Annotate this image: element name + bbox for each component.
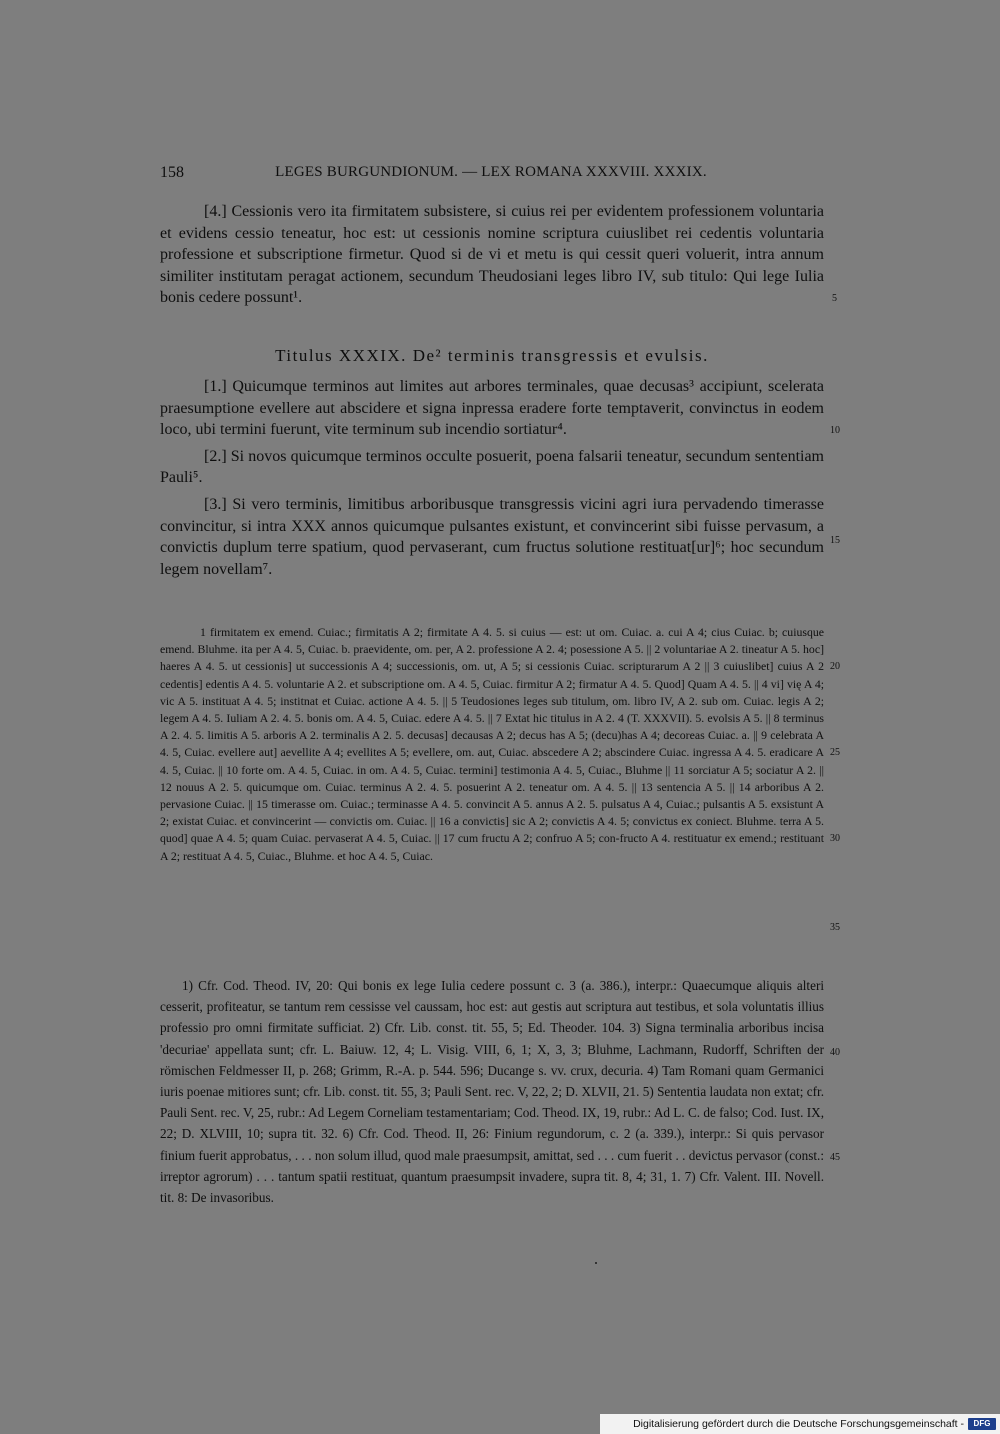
line-number: 5 (832, 293, 837, 304)
line-number: 30 (830, 833, 840, 844)
line-number: 25 (830, 747, 840, 758)
line-number: 10 (830, 425, 840, 436)
dfg-logo-icon: DFG (968, 1418, 996, 1430)
paragraph-2: [2.] Si novos quicumque terminos occulte posuerit, poena falsarii teneatur, secundum sententiam Pauli⁵. (160, 447, 824, 487)
apparatus-text: 1 firmitatem ex emend. Cuiac.; firmitatis A 2; firmitate A 4. 5. si cuius — est: ut om. Cuiac. a. cui A 4; cius Cuiac. b; cuiusque emend. Bluhme. ita per A 4. 5, Cuiac. b. praevidente, om. per, A 2. professione A 2. 4; posessione A 5. || 2 voluntariae A 2. tineatur A 5. hoc] haeres A 4. 5. ut cessionis] ut successionis A 4; successionis, om. ut, A 5; si cessionis Cuiac. scripturarum A 2 || 3 cuiuslibet] cuius A 2 cedentis] edentis A 4. 5. voluntarie A 2. et subscriptione om. A 4. 5, Cuiac. firmitur A 2; firmatur A 4. 5. Quod] Quam A 4. 5. || 4 vi] vię A 4; vic A 5. instituat A 4. 5; institnat et Cuiac. actione A 4. 5. || 5 Teudosiones leges sub titulum, om. libro IV, A 2. sub om. Cuiac. legis A 2; legem A 4. 5. Iuliam A 2. 4. 5. bonis om. A 4. 5, Cuiac. edere A 4. 5. || 7 Extat hic titulus in A 2. 4 (T. XXXVII). 5. evolsis A 5. || 8 terminus A 2. 4. 5. limitis A 5. arboris A 2. terminalis A 2. 5. decusas] decausas A 2; decus has A 5; (decu)has A 4; decoreas Cuiac. a. || 9 celebrata A 4. 5, Cuiac. evellere aut] aevellite A 4; evellites A 5; evellere, om. aut, Cuiac. abscedere A 2; abscindere Cuiac. ingressa A 4. 5. eradicare A 4. 5, Cuiac. || 10 forte om. A 4. 5, Cuiac. in om. A 4. 5, Cuiac. termini] testimonia A 4. 5, Cuiac., Bluhme || 11 sorciatur A 5; sociatur A 2. || 12 nouus A 2. 5. quicumque om. Cuiac. terminus A 2. 4. 5. posuerint A 2. teneatur om. A 4. 5. || 13 sentencia A 5. || 14 arboribus A 2. pervasione Cuiac. || 15 timerasse om. Cuiac.; terminasse A 4. 5. convincit A 5. annus A 2. 5. pulsatus A 4, Cuiac.; pulsantis A 5. exsistunt A 2; existat Cuiac. et convincerint — convictis om. Cuiac. || 16 a convictis] sic A 2; convictis A 4. 5; convictus ex coniect. Bluhme. terra A 5. quod] quae A 4. 5; quam Cuiac. pervaserat A 4. 5, Cuiac. || 17 cum fructu A 2; confruo A 5; con-fructo A 4. restituatur ex emend.; restituant A 2; restituat A 4. 5, Cuiac., Bluhme. et hoc A 4. 5, Cuiac. (160, 625, 824, 863)
titulus-heading (160, 346, 824, 366)
footer-credit: Digitalisierung gefördert durch die Deutsche Forschungsgemeinschaft - (633, 1418, 964, 1430)
page-number: 158 (160, 164, 184, 181)
titulus-body (160, 376, 824, 585)
digitization-footer (600, 1414, 1000, 1434)
section-4-block (160, 201, 824, 314)
line-number: 20 (830, 661, 840, 672)
titulus-subject: De² terminis transgressis et evulsis. (412, 346, 709, 365)
line-number: 45 (830, 1152, 840, 1163)
line-number: 15 (830, 535, 840, 546)
line-number: 40 (830, 1047, 840, 1058)
running-title: LEGES BURGUNDIONUM. — LEX ROMANA XXXVIII. XXXIX. (275, 164, 707, 180)
paragraph-1: [1.] Quicumque terminos aut limites aut arbores terminales, quae decusas³ accipiunt, scelerata praesumptione evellere aut abscidere et signa inpressa eradere forte temptaverit, convinctus in eodem loco, ubi termini fuerunt, vite terminum sub incendio sortiatur⁴. (160, 378, 824, 439)
section-4-paragraph: [4.] Cessionis vero ita firmitatem subsistere, si cuius rei per evidentem professionem voluntaria et evidens cessio teneatur, hoc est: ut cessionis nomine scriptura cuiuslibet rei cedentis voluntaria professione et subscriptione firmetur. Quod si de vi et metu is qui cessit queri voluerit, intra annum similiter institutam peragat actionem, secundum Theudosiani leges libro IV, sub titulo: Qui lege Iulia bonis cedere possunt¹. (160, 203, 824, 307)
stray-mark (595, 1262, 597, 1264)
paragraph-3: [3.] Si vero terminis, limitibus arboribusque transgressis vicini agri iura pervadendo timerasse convincitur, si intra XXX annos quicumque pulsantes existunt, et convincerint sibi fuisse pervasum, a convictis duplum terre spatium, quod pervaserant, cum fructus solutione restituat[ur]⁶; hoc secundum legem novellam⁷. (160, 495, 824, 578)
line-number: 35 (830, 922, 840, 933)
footnotes (160, 975, 824, 1208)
running-header (160, 164, 822, 184)
footnotes-text: 1) Cfr. Cod. Theod. IV, 20: Qui bonis ex lege Iulia cedere possunt c. 3 (a. 386.), interpr.: Quaecumque aliquis alteri cesserit, profiteatur, se tantum rem cessisse vel caussam, hoc est: aut gestis aut scriptura aut testibus, et sola voluntatis illius professio pro omni firmitate sufficiat. 2) Cfr. Lib. const. tit. 55, 5; Ed. Theoder. 104. 3) Signa terminalia arboribus incisa 'decuriae' appellata sunt; cfr. L. Baiuw. 12, 4; L. Visig. VIII, 6, 1; X, 3, 3; Bluhme, Lachmann, Rudorff, Schriften der römischen Feldmesser II, p. 268; Grimm, R.-A. p. 544. 596; Ducange s. vv. crux, decuria. 4) Tam Romani quam Germanici iuris poenae mitiores sunt; cfr. Lib. const. tit. 55, 3; Pauli Sent. rec. V, 22, 2; D. XLVII, 21. 5) Sententia laudata non extat; cfr. Pauli Sent. rec. V, 25, rubr.: Ad Legem Corneliam testamentariam; Cod. Theod. IX, 19, rubr.: Ad L. C. de falso; Cod. Iust. IX, 22; D. XLVIII, 10; supra tit. 32. 6) Cfr. Cod. Theod. II, 26: Finium regundorum, c. 2 (a. 339.), interpr.: Si quis pervasor finium fuerit approbatus, . . . non solum illud, quod male praesumpsit, amittat, sed . . . cum fuerit . . devictus pervasor (const.: irreptor agrorum) . . . tantum spatii restituat, quantum praesumpsit invadere, supra tit. 8, 4; 31, 1. 7) Cfr. Valent. III. Novell. tit. 8: De invasoribus. (160, 978, 824, 1206)
titulus-label: Titulus XXXIX. (275, 346, 407, 365)
critical-apparatus (160, 624, 824, 865)
